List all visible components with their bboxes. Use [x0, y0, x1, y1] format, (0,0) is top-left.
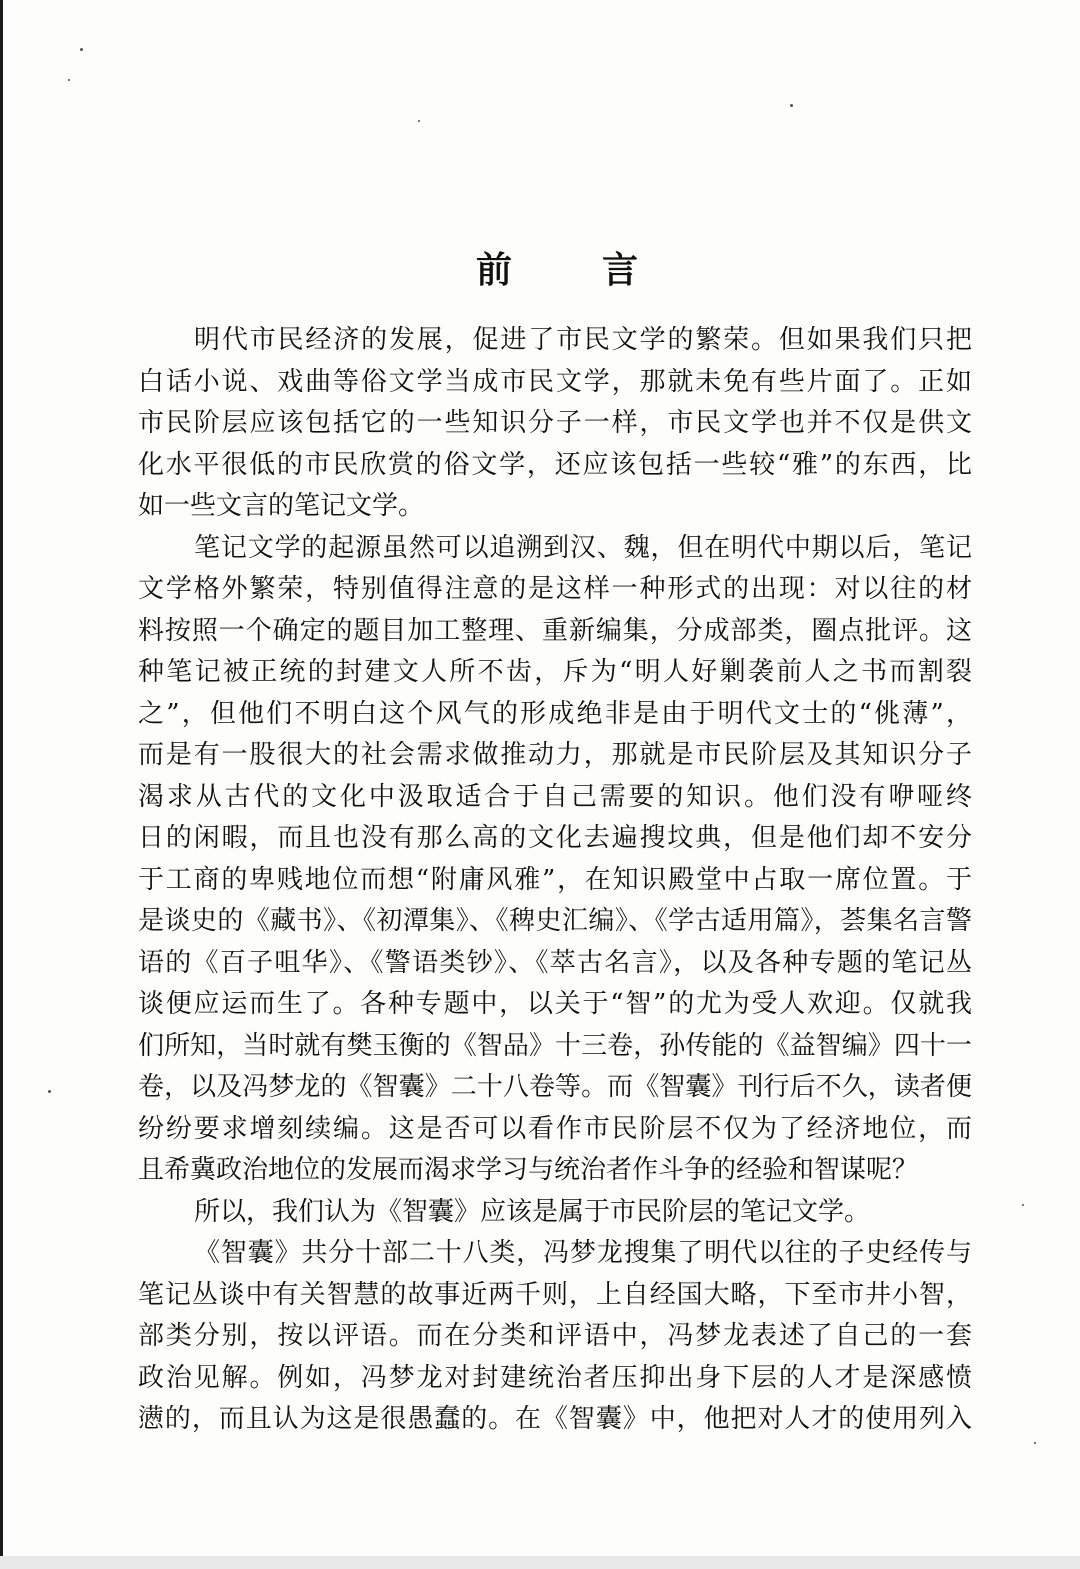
text-line: 料按照一个确定的题目加工整理、重新编集，分成部类，圈点批评。这	[138, 615, 972, 646]
text-line: 之”，但他们不明白这个风气的形成绝非是由于明代文士的“佻薄”，	[138, 698, 972, 729]
text-line: 而是有一股很大的社会需求做推动力，那就是市民阶层及其知识分子	[138, 740, 972, 770]
text-line: 《智囊》共分十部二十八类，冯梦龙搜集了明代以往的子史经传与	[194, 1238, 972, 1268]
scan-speck	[80, 48, 83, 51]
text-line: 谈便应运而生了。各种专题中，以关于“智”的尤为受人欢迎。仅就我	[138, 989, 972, 1019]
text-line: 们所知，当时就有樊玉衡的《智品》十三卷，孙传能的《益智编》四十一	[138, 1030, 972, 1061]
scan-speck	[48, 1090, 51, 1093]
text-line: 如一些文言的笔记文学。	[138, 491, 425, 521]
text-line: 化水平很低的市民欣赏的俗文学，还应该包括一些较“雅”的东西，比	[138, 449, 972, 480]
page-edge-shadow	[0, 0, 3, 1556]
text-line: 渴求从古代的文化中汲取适合于自己需要的知识。他们没有咿哑终	[138, 781, 972, 812]
scan-speck	[418, 120, 420, 122]
scan-speck	[790, 104, 793, 107]
preface-body	[138, 320, 972, 1441]
text-line: 语的《百子咀华》、《警语类钞》、《萃古名言》，以及各种专题的笔记丛	[138, 947, 972, 978]
text-line: 明代市民经济的发展，促进了市民文学的繁荣。但如果我们只把	[194, 325, 972, 355]
text-line: 是谈史的《藏书》、《初潭集》、《稗史汇编》、《学古适用篇》，荟集名言警	[138, 906, 972, 936]
text-line: 笔记丛谈中有关智慧的故事近两千则，上自经国大略，下至市井小智，	[138, 1279, 972, 1310]
text-line: 且希冀政治地位的发展而渴求学习与统治者作斗争的经验和智谋呢？	[138, 1155, 919, 1185]
scan-speck	[68, 79, 70, 81]
text-line: 部类分别，按以评语。而在分类和评语中，冯梦龙表述了自己的一套	[138, 1321, 972, 1351]
page-bottom-strip	[0, 1556, 1080, 1569]
text-line: 纷纷要求增刻续编。这是否可以看作市民阶层不仅为了经济地位，而	[138, 1113, 972, 1144]
text-line: 于工商的卑贱地位而想“附庸风雅”，在知识殿堂中占取一席位置。于	[138, 864, 972, 895]
text-line: 市民阶层应该包括它的一些知识分子一样，市民文学也并不仅是供文	[138, 408, 972, 438]
text-line: 文学格外繁荣，特别值得注意的是这样一种形式的出现：对以往的材	[138, 574, 972, 604]
text-line: 懑的，而且认为这是很愚蠢的。在《智囊》中，他把对人才的使用列入	[138, 1404, 972, 1434]
text-line: 日的闲暇，而且也没有那么高的文化去遍搜坟典，但是他们却不安分	[138, 823, 972, 853]
text-line: 卷，以及冯梦龙的《智囊》二十八卷等。而《智囊》刊行后不久，读者便	[138, 1072, 972, 1102]
title-char-2: 言	[601, 249, 638, 291]
text-line: 所以，我们认为《智囊》应该是属于市民阶层的笔记文学。	[194, 1196, 871, 1227]
text-line: 白话小说、戏曲等俗文学当成市民文学，那就未免有些片面了。正如	[138, 366, 972, 397]
scan-speck	[1022, 1204, 1024, 1206]
text-line: 种笔记被正统的封建文人所不齿，斥为“明人好剿袭前人之书而割裂	[138, 657, 972, 687]
title-char-1: 前	[475, 249, 512, 291]
page-title	[472, 236, 642, 298]
text-line: 笔记文学的起源虽然可以追溯到汉、魏，但在明代中期以后，笔记	[194, 532, 972, 563]
text-line: 政治见解。例如，冯梦龙对封建统治者压抑出身下层的人才是深感愤	[138, 1362, 972, 1393]
scan-speck	[1034, 1442, 1036, 1444]
